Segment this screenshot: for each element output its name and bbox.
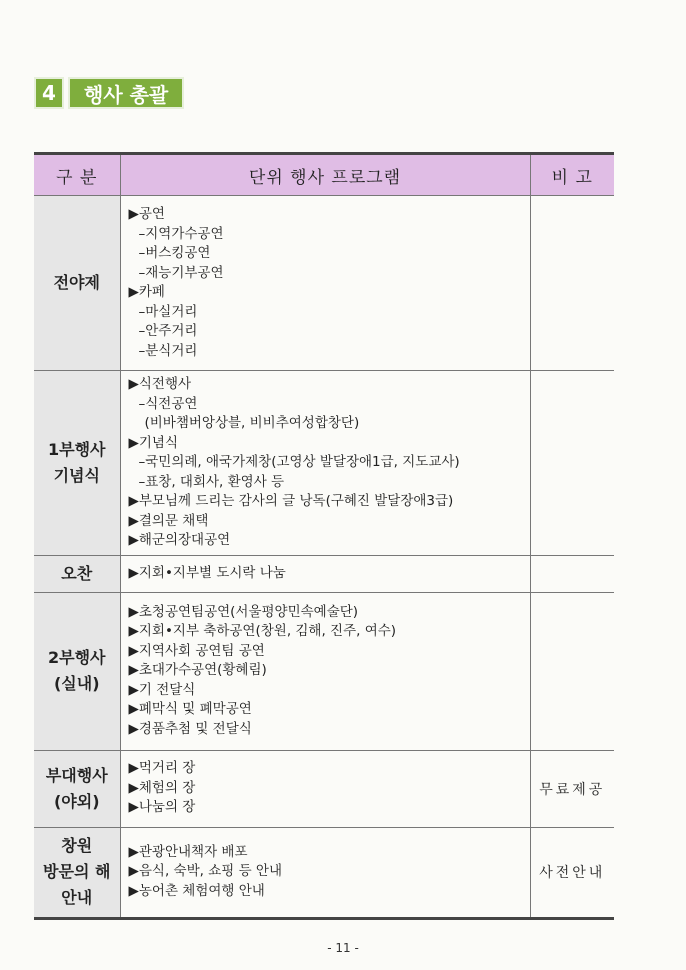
section-title: 행사 총괄 bbox=[68, 77, 184, 109]
category-line: 전야제 bbox=[53, 273, 100, 292]
program-subitem: –마실거리 bbox=[138, 303, 198, 320]
program-subitem: –지역가수공연 bbox=[138, 225, 224, 242]
program-subitem: –표창, 대회사, 환영사 등 bbox=[138, 473, 285, 490]
program-subitem: –재능기부공연 bbox=[138, 264, 224, 281]
section-heading bbox=[34, 77, 184, 109]
program-subitem: –안주거리 bbox=[138, 323, 198, 339]
category-line: 부대행사 bbox=[45, 765, 108, 785]
program-item: ▶해군의장대공연 bbox=[128, 532, 231, 548]
row-program bbox=[120, 555, 530, 592]
section-number: 4 bbox=[34, 77, 64, 109]
category-line: 2부행사 bbox=[47, 648, 106, 667]
program-subitem: –국민의례, 애국가제창(고영상 발달장애1급, 지도교사) bbox=[138, 454, 460, 470]
program-item: ▶초대가수공연(황혜림) bbox=[128, 662, 267, 679]
program-item: ▶먹거리 장 bbox=[128, 760, 196, 777]
row-category bbox=[34, 592, 120, 750]
category-line: 1부행사 bbox=[47, 439, 106, 459]
page-number: - 11 - bbox=[327, 941, 359, 955]
category-line: (야외) bbox=[53, 791, 100, 811]
category-line: 창원 bbox=[61, 836, 93, 855]
program-item: ▶기 전달식 bbox=[128, 681, 196, 698]
table-row bbox=[34, 750, 614, 827]
program-item: ▶지역사회 공연팀 공연 bbox=[128, 642, 265, 659]
program-item: ▶식전행사 bbox=[128, 376, 192, 392]
row-note bbox=[530, 592, 614, 750]
category-line: 안내 bbox=[61, 888, 93, 907]
program-item: ▶음식, 숙박, 쇼핑 등 안내 bbox=[128, 863, 282, 880]
table-row bbox=[34, 371, 614, 556]
row-category bbox=[34, 371, 120, 556]
row-note: 무료제공 bbox=[530, 750, 614, 827]
table-header-row bbox=[34, 154, 614, 196]
program-item: ▶체험의 장 bbox=[128, 779, 196, 796]
program-item: ▶부모님께 드리는 감사의 글 낭독(구혜진 발달장애3급) bbox=[128, 493, 454, 509]
program-table bbox=[34, 152, 614, 920]
category-line: 방문의 해 bbox=[43, 862, 111, 881]
program-item: ▶초청공연팀공연(서울평양민속예술단) bbox=[128, 603, 359, 620]
row-note bbox=[530, 371, 614, 556]
program-item: ▶카페 bbox=[128, 284, 165, 300]
category-line: 기념식 bbox=[53, 465, 100, 485]
row-note: 사전안내 bbox=[530, 827, 614, 918]
program-item: ▶나눔의 장 bbox=[128, 799, 196, 816]
program-subitem: –버스킹공연 bbox=[138, 245, 211, 261]
row-program bbox=[120, 750, 530, 827]
row-category bbox=[34, 196, 120, 371]
program-item: ▶지회•지부별 도시락 나눔 bbox=[128, 564, 286, 581]
row-note bbox=[530, 555, 614, 592]
program-item: ▶폐막식 및 폐막공연 bbox=[128, 701, 252, 718]
row-category bbox=[34, 750, 120, 827]
row-program bbox=[120, 196, 530, 371]
program-item: ▶지회•지부 축하공연(창원, 김해, 진주, 여수) bbox=[128, 623, 397, 640]
program-subitem: –식전공연 bbox=[138, 395, 198, 412]
table-row bbox=[34, 555, 614, 592]
program-item: ▶농어촌 체험여행 안내 bbox=[128, 882, 265, 899]
header-note: 비 고 bbox=[530, 154, 614, 196]
category-line: (실내) bbox=[53, 674, 100, 693]
row-note bbox=[530, 196, 614, 371]
category-line: 오찬 bbox=[61, 563, 93, 583]
program-item: ▶결의문 채택 bbox=[128, 512, 209, 529]
program-item: ▶관광안내책자 배포 bbox=[128, 843, 248, 860]
row-program bbox=[120, 592, 530, 750]
program-item: ▶경품추첨 및 전달식 bbox=[128, 720, 252, 737]
row-program bbox=[120, 371, 530, 556]
header-category: 구 분 bbox=[34, 154, 120, 196]
row-category bbox=[34, 827, 120, 918]
header-program: 단위 행사 프로그램 bbox=[120, 154, 530, 196]
table-row bbox=[34, 196, 614, 371]
row-program bbox=[120, 827, 530, 918]
row-category bbox=[34, 555, 120, 592]
program-item: ▶공연 bbox=[128, 206, 165, 222]
table-row bbox=[34, 827, 614, 918]
program-subitem: (비바챔버앙상블, 비비추여성합창단) bbox=[144, 415, 360, 431]
table-row bbox=[34, 592, 614, 750]
program-subitem: –분식거리 bbox=[138, 342, 198, 359]
program-item: ▶기념식 bbox=[128, 434, 179, 451]
